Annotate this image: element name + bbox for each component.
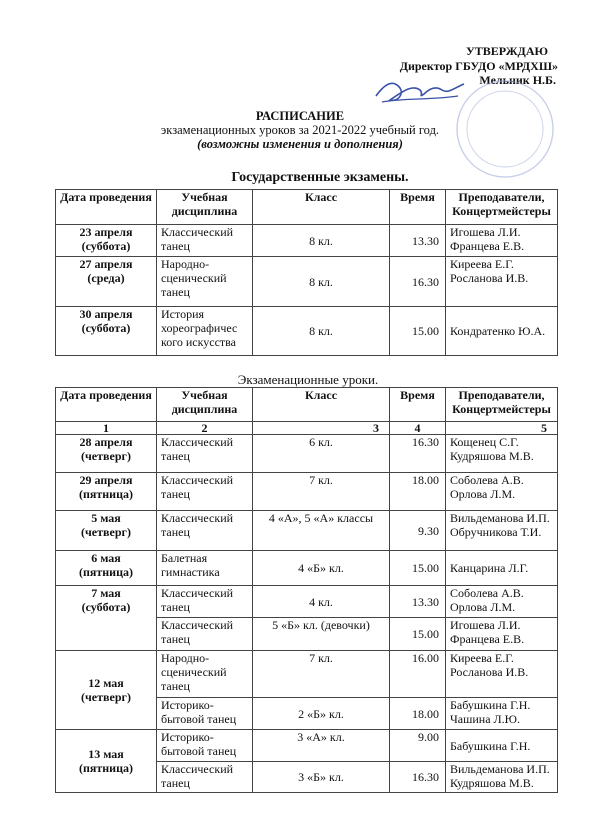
column-number: 3 [253,422,390,435]
row-accompanist: Росланова И.В. [450,665,529,679]
row-time: 18.00 [390,473,446,511]
title-note: (возможны изменения и дополнения) [197,137,403,151]
row-teacher: Кощенец С.Г. [450,435,519,449]
row-time: 9.30 [390,511,446,551]
row-discipline: Классический танец [157,586,253,618]
row-class: 8 кл. [253,257,390,307]
row-teacher: Кондратенко Ю.А. [450,324,546,338]
exam-lessons-table [55,387,558,793]
approval-position: Директор ГБУДО «МРДХШ» [399,58,558,73]
row-teacher: Киреева Е.Г. [450,651,514,665]
column-number: 4 [390,422,446,435]
row-date: 23 апреля [79,225,133,239]
row-accompanist: Орлова Л.М. [450,600,516,614]
row-discipline: Народно-сценический танец [157,651,253,698]
row-discipline: Историко-бытовой танец [157,698,253,730]
column-number-row [56,422,558,435]
header-date: Дата проведения [56,190,157,225]
table-row [56,225,558,257]
table-row [56,551,558,586]
row-date: 27 апреля [79,257,133,271]
row-date: 13 мая [88,747,124,761]
row-date: 28 апреля [79,435,133,449]
row-class: 3 «Б» кл. [253,762,390,793]
row-class: 8 кл. [253,307,390,356]
row-time: 15.00 [390,551,446,586]
row-weekday: (четверг) [81,449,131,463]
header-discipline: Учебная дисциплина [157,190,253,225]
row-weekday: (четверг) [81,525,131,539]
table-row [56,435,558,473]
row-teacher: Бабушкина Г.Н. [450,698,531,712]
row-class: 8 кл. [253,225,390,257]
row-weekday: (среда) [87,271,125,285]
header-teachers: Преподаватели, Концертмейстеры [446,388,558,422]
row-weekday: (четверг) [81,690,131,704]
exam-lessons-heading: Экзаменационные уроки. [237,372,379,387]
row-weekday: (пятница) [78,487,134,501]
row-weekday: (суббота) [81,600,131,614]
row-teacher: Соболева А.В. [450,586,524,600]
row-date: 12 мая [88,676,124,690]
row-time: 16.00 [390,651,446,698]
row-teacher: Вильдеманова И.П. [450,511,550,525]
row-class: 4 «Б» кл. [253,551,390,586]
header-teachers: Преподаватели, Концертмейстеры [446,190,558,225]
row-accompanist: Обручникова Т.И. [450,525,542,539]
row-class: 3 «А» кл. [253,730,390,762]
approval-name: Мельник Н.Б. [479,73,556,87]
row-class: 4 кл. [253,586,390,618]
table-row [56,511,558,551]
column-number: 1 [56,422,157,435]
column-number: 5 [446,422,558,435]
row-date: 30 апреля [79,307,133,321]
row-accompanist: Францева Е.В. [450,632,525,646]
row-discipline: История хореографичес кого искусства [157,307,253,356]
row-accompanist: Росланова И.В. [450,271,529,285]
row-class: 6 кл. [253,435,390,473]
row-discipline: Балетная гимнастика [157,551,253,586]
row-class: 7 кл. [253,651,390,698]
row-teacher: Вильдеманова И.П. [450,762,550,776]
row-time: 13.30 [390,225,446,257]
row-teacher: Соболева А.В. [450,473,524,487]
header-time: Время [390,190,446,225]
row-weekday: (пятница) [78,565,134,579]
row-teacher: Канцарина Л.Г. [450,561,529,575]
header-date: Дата проведения [56,388,157,422]
table-header-row [56,388,558,422]
row-teacher: Игошева Л.И. [450,225,521,239]
row-discipline: Классический танец [157,225,253,257]
row-time: 13.30 [390,586,446,618]
row-date: 29 апреля [79,473,133,487]
row-time: 18.00 [390,698,446,730]
row-weekday: (суббота) [81,239,131,253]
row-teacher: Киреева Е.Г. [450,257,514,271]
title-schedule: РАСПИСАНИЕ [255,109,345,123]
row-accompanist: Орлова Л.М. [450,487,516,501]
document-title [0,109,600,151]
row-class: 4 «А», 5 «А» классы [253,511,390,551]
row-date: 5 мая [91,511,121,525]
header-discipline: Учебная дисциплина [157,388,253,422]
table-header-row [56,190,558,225]
row-teacher: Бабушкина Г.Н. [450,738,531,753]
row-weekday: (суббота) [81,321,131,335]
row-class: 5 «Б» кл. (девочки) [253,618,390,651]
row-class: 7 кл. [253,473,390,511]
state-exams-heading: Государственные экзамены. [231,170,409,185]
row-accompanist: Францева Е.В. [450,239,525,253]
row-accompanist: Чашина Л.Ю. [450,712,521,726]
approval-title: УТВЕРЖДАЮ [465,44,548,58]
row-time: 15.00 [390,307,446,356]
row-discipline: Историко-бытовой танец [157,730,253,762]
header-time: Время [390,388,446,422]
header-class: Класс [253,388,390,422]
table-row [56,257,558,307]
row-date: 6 мая [91,551,121,565]
table-row [56,730,558,762]
row-time: 15.00 [390,618,446,651]
table-row [56,473,558,511]
row-discipline: Классический танец [157,435,253,473]
table-row [56,586,558,618]
row-discipline: Классический танец [157,473,253,511]
row-discipline: Классический танец [157,618,253,651]
table-row [56,651,558,698]
row-time: 16.30 [390,762,446,793]
row-time: 16.30 [390,257,446,307]
row-time: 9.00 [390,730,446,762]
row-accompanist: Кудряшова М.В. [450,776,534,790]
row-discipline: Классический танец [157,511,253,551]
row-teacher: Игошева Л.И. [450,618,521,632]
table-row [56,307,558,356]
row-date: 7 мая [91,586,121,600]
row-class: 2 «Б» кл. [253,698,390,730]
header-class: Класс [253,190,390,225]
state-exams-table [55,189,558,356]
column-number: 2 [157,422,253,435]
row-weekday: (пятница) [78,761,134,775]
row-discipline: Народно-сценический танец [157,257,253,307]
row-discipline: Классический танец [157,762,253,793]
row-accompanist: Кудряшова М.В. [450,449,534,463]
row-time: 16.30 [390,435,446,473]
title-subtitle: экзаменационных уроков за 2021-2022 учебный год. [160,123,440,137]
